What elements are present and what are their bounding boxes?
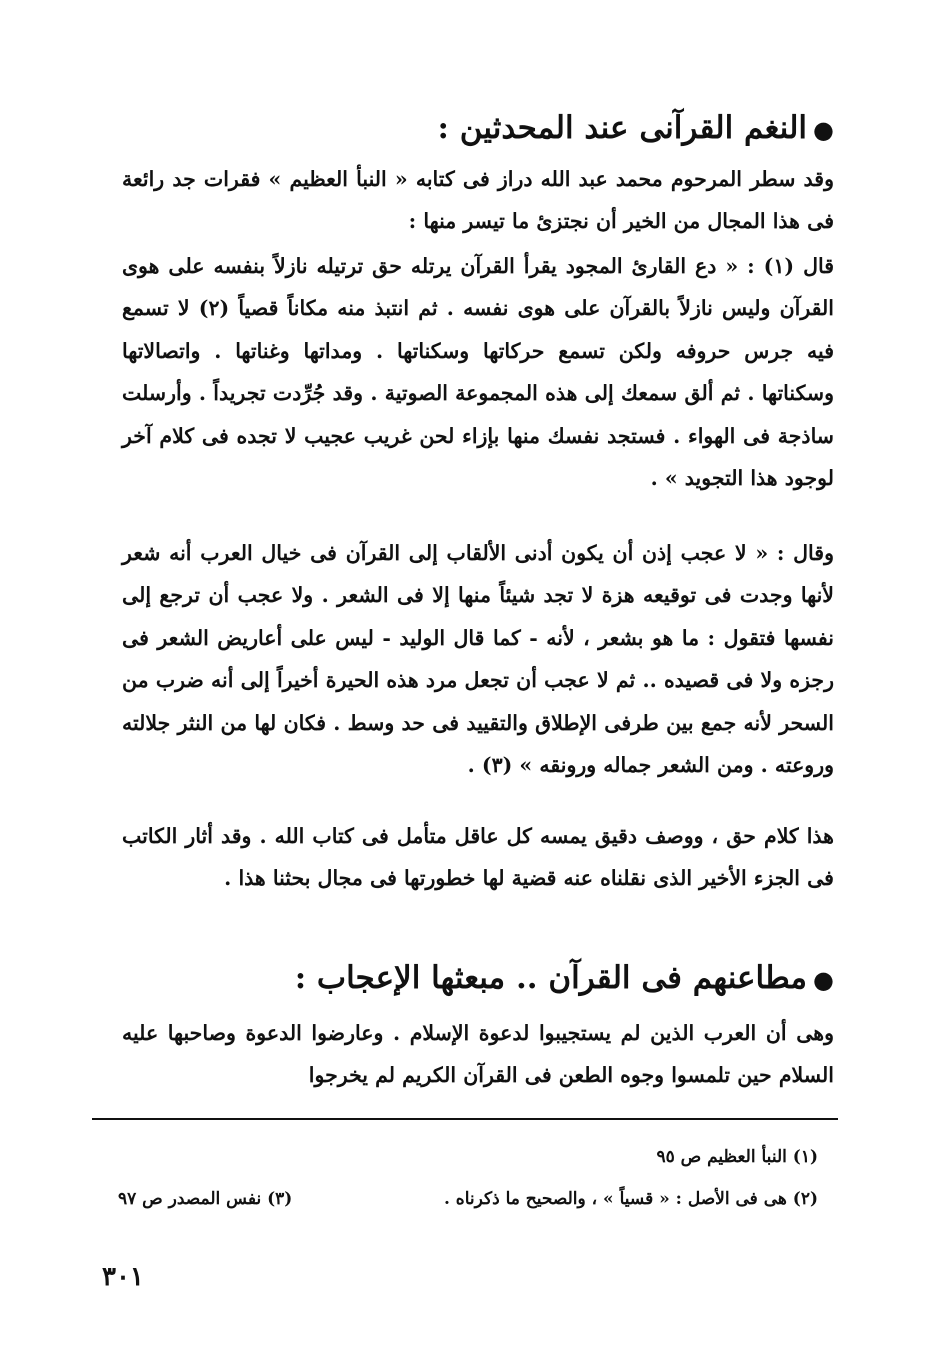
paragraph-4: هذا كلام حق ، ووصف دقيق يمسه كل عاقل متأمل فى كتاب الله . وقد أثار الكاتب فى الجزء الأخير الذى نقلناه عنه قضية لها خطورتها فى مجال بحثنا هذا . xyxy=(122,824,834,891)
paragraph-2: قال (١) : « دع القارئ المجود يقرأ القرآن يرتله حق ترتيله نازلاً بنفسه على هوى القرآن وليس نازلاً بالقرآن على هوى نفسه . ثم انتبذ منه مكاناً قصياً (٢) لا تسمع فيه جرس حروفه ولكن تسمع حركاتها وسكناتها . ومداتها وغناتها . واتصالاتها وسكناتها . ثم ألق سمعك إلى هذه المجموعة الصوتية . وقد جُرِّدت تجريداً . وأرسلت ساذجة فى الهواء . فستجد نفسك منها بإزاء لحن غريب عجيب لا تجده فى كلام آخر لوجود هذا التجويد » . xyxy=(122,254,835,491)
footnote-2: (٢) هى فى الأصل : « قسياً » ، والصحيح ما ذكرناه . xyxy=(443,1189,818,1209)
paragraph-5: وهى أن العرب الذين لم يستجيبوا لدعوة الإسلام . وعارضوا الدعوة وصاحبها عليه السلام حين تلمسوا وجوه الطعن فى القرآن الكريم لم يخرجوا xyxy=(122,1021,834,1088)
footnote-row xyxy=(118,1178,818,1220)
footnote-1: (١) النبأ العظيم ص ٩٥ xyxy=(656,1147,818,1167)
paragraph-1: وقد سطر المرحوم محمد عبد الله دراز فى كتابه « النبأ العظيم » فقرات جد رائعة فى هذا المجال من الخير أن نجتزئ ما تيسر منها : xyxy=(122,167,834,234)
footnote-3: (٣) نفس المصدر ص ٩٧ xyxy=(118,1189,293,1209)
footnote-divider xyxy=(92,1118,838,1120)
section-heading-2: ●مطاعنهم فى القرآن .. مبعثها الإعجاب : xyxy=(294,960,834,996)
section-heading-1: ●النغم القرآنى عند المحدثين : xyxy=(437,110,834,146)
paragraph-3: وقال : « لا عجب إذن أن يكون أدنى الألقاب إلى القرآن فى خيال العرب أنه شعر لأنها وجدت فى توقيعه هزة لا تجد شيئاً منها إلا فى الشعر . ولا عجب أن ترجع إلى نفسها فتقول : ما هو بشعر ، لأنه - كما قال الوليد - ليس على أعاريض الشعر فى رجزه ولا فى قصيده .. ثم لا عجب أن تجعل مرد هذه الحيرة أخيراً إلى أنه ضرب من السحر لأنه جمع بين طرفى الإطلاق والتقييد فى حد وسط . فكان لها من النثر جلالته وروعته . ومن الشعر جماله ورونقه » (٣) . xyxy=(122,541,834,778)
bullet-icon: ● xyxy=(813,965,834,994)
page-number: ٣٠١ xyxy=(102,1262,144,1292)
footnotes xyxy=(118,1136,818,1220)
bullet-icon: ● xyxy=(813,115,834,144)
